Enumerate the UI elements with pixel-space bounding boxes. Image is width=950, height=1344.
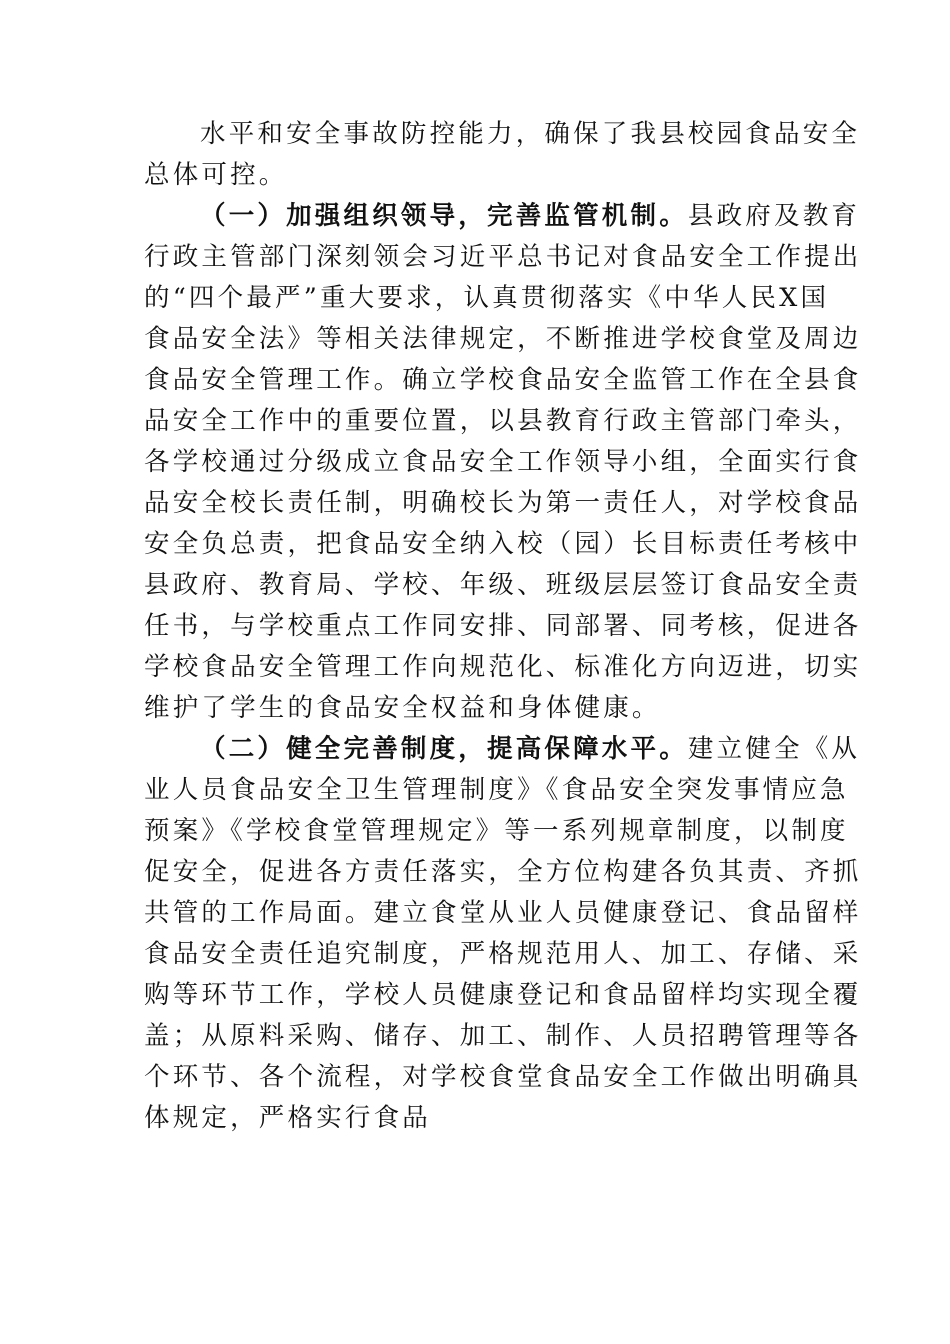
body-text-line	[144, 770, 849, 811]
line-text: 食品安全管理工作。确立学校食品安全监管工作在全县食	[144, 365, 862, 395]
line-text: 总体可控。	[144, 160, 288, 190]
line-text: 预案》《学校食堂管理规定》等一系列规章制度，以制度	[144, 816, 849, 846]
line-text: 的“四个最严”重大要求，认真贯彻落实《中华人民X国	[144, 283, 830, 313]
body-text-line	[144, 442, 862, 483]
body-text-line	[144, 319, 862, 360]
line-text: 盖；从原料采购、储存、加工、制作、人员招聘管理等各	[144, 1021, 862, 1051]
line-text: 安全负总责，把食品安全纳入校（园）长目标责任考核中	[144, 529, 862, 559]
body-text-line	[144, 278, 830, 319]
line-text: 个环节、各个流程，对学校食堂食品安全工作做出明确具	[144, 1062, 862, 1092]
line-text: 学校食品安全管理工作向规范化、标准化方向迈进，切实	[144, 652, 862, 682]
body-text-line	[144, 647, 862, 688]
body-text-line	[144, 606, 862, 647]
line-text: 食品安全责任追究制度，严格规范用人、加工、存储、采	[144, 939, 862, 969]
body-text-line	[144, 1098, 808, 1139]
section-heading-line	[144, 729, 861, 770]
document-body	[144, 114, 862, 1139]
section-heading: （一）加强组织领导，完善监管机制。	[200, 201, 688, 231]
body-text-line	[144, 893, 862, 934]
body-text-line	[144, 934, 862, 975]
line-text: 县政府、教育局、学校、年级、班级层层签订食品安全责	[144, 570, 862, 600]
line-text: 促安全，促进各方责任落实，全方位构建各负其责、齐抓	[144, 857, 862, 887]
line-text: 行政主管部门深刻领会习近平总书记对食品安全工作提出	[144, 242, 862, 272]
body-text-line	[144, 565, 862, 606]
body-text-line	[144, 237, 862, 278]
line-text: 品安全校长责任制，明确校长为第一责任人，对学校食品	[144, 488, 862, 518]
line-text: 建立健全《从	[687, 734, 861, 764]
body-text-line	[144, 811, 849, 852]
line-text: 品安全工作中的重要位置，以县教育行政主管部门牵头，	[144, 406, 862, 436]
line-text: 县政府及教育	[687, 201, 861, 231]
line-text: 维护了学生的食品安全权益和身体健康。	[144, 693, 661, 723]
line-text: 共管的工作局面。建立食堂从业人员健康登记、食品留样	[144, 898, 862, 928]
line-text: 购等环节工作，学校人员健康登记和食品留样均实现全覆	[144, 980, 862, 1010]
body-text-line	[144, 360, 862, 401]
line-text: 各学校通过分级成立食品安全工作领导小组，全面实行食	[144, 447, 862, 477]
body-text-line	[144, 524, 862, 565]
line-text: 食品安全法》等相关法律规定，不断推进学校食堂及周边	[144, 324, 862, 354]
line-text: 任书，与学校重点工作同安排、同部署、同考核，促进各	[144, 611, 862, 641]
body-text-line	[144, 975, 862, 1016]
body-text-line	[144, 483, 862, 524]
body-text-line	[144, 114, 861, 155]
line-text: 业人员食品安全卫生管理制度》《食品安全突发事情应急	[144, 775, 849, 805]
body-text-line	[144, 1016, 862, 1057]
body-text-line	[144, 688, 808, 729]
body-text-line	[144, 401, 862, 442]
body-text-line	[144, 155, 808, 196]
line-text: 体规定，严格实行食品	[144, 1103, 432, 1133]
body-text-line	[144, 852, 862, 893]
line-text: 水平和安全事故防控能力，确保了我县校园食品安全	[200, 119, 861, 149]
body-text-line	[144, 1057, 862, 1098]
section-heading: （二）健全完善制度，提高保障水平。	[200, 734, 688, 764]
section-heading-line	[144, 196, 861, 237]
